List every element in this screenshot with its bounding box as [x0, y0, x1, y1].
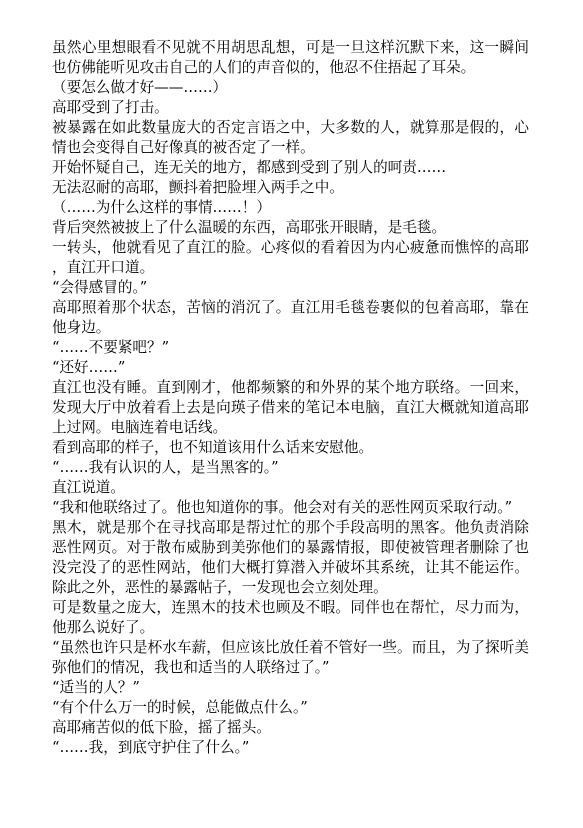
- paragraph: 高耶痛苦似的低下脸，摇了摇头。: [52, 719, 271, 736]
- paragraph: 高耶照着那个状态，苦恼的消沉了。直江用毛毯卷裹似的包着高耶，靠在他身边。: [52, 299, 529, 336]
- paragraph: 可是数量之庞大，连黑木的技术也顾及不暇。同伴也在帮忙，尽力而为，他那么说好了。: [52, 599, 529, 636]
- paragraph: 黑木，就是那个在寻找高耶是帮过忙的那个手段高明的黑客。他负责消除恶性网页。对于散布威胁到美弥他们的暴露情报，即使被管理者删除了也没完没了的恶性网站，他们大概打算潜入并破坏其系统，让其不能运作。除此之外，恶性的暴露帖子，一发现也会立刻处理。: [52, 519, 529, 596]
- paragraph: 被暴露在如此数量庞大的否定言语之中，大多数的人，就算那是假的，心情也会变得自己好像真的被否定了一样。: [52, 119, 529, 156]
- paragraph: 直江说道。: [52, 479, 125, 496]
- paragraph: 高耶受到了打击。: [52, 99, 169, 116]
- paragraph: “……不要紧吧？”: [52, 339, 170, 356]
- paragraph: “……我，到底守护住了什么。”: [52, 739, 250, 756]
- paragraph: （要怎么做才好——……）: [52, 79, 228, 96]
- paragraph: “适当的人？”: [52, 679, 140, 696]
- paragraph: “还好……”: [52, 359, 126, 376]
- paragraph: 看到高耶的样子，也不知道该用什么话来安慰他。: [52, 439, 374, 456]
- paragraph: “我和他联络过了。他也知道你的事。他会对有关的恶性网页采取行动。”: [52, 499, 513, 516]
- paragraph: “会得感冒的。”: [52, 279, 148, 296]
- paragraph: “……我有认识的人，是当黑客的。”: [52, 459, 279, 476]
- paragraph: 虽然心里想眼看不见就不用胡思乱想，可是一旦这样沉默下来，这一瞬间也仿佛能听见攻击自己的人们的声音似的，他忍不住捂起了耳朵。: [52, 39, 529, 76]
- paragraph: 无法忍耐的高耶，颤抖着把脸埋入两手之中。: [52, 179, 344, 196]
- paragraph: “有个什么万一的时候，总能做点什么。”: [52, 699, 308, 716]
- paragraph: 一转头，他就看见了直江的脸。心疼似的看着因为内心疲惫而憔悴的高耶，直江开口道。: [52, 239, 529, 276]
- paragraph: 直江也没有睡。直到刚才，他都频繁的和外界的某个地方联络。一回来，发现大厅中放着看上去是向瑛子借来的笔记本电脑，直江大概就知道高耶上过网。电脑连着电话线。: [52, 379, 529, 436]
- paragraph: 开始怀疑自己，连无关的地方，都感到受到了别人的呵责……: [52, 159, 447, 176]
- paragraph: “虽然也许只是杯水车薪，但应该比放任着不管好一些。而且，为了探听美弥他们的情况，我也和适当的人联络过了。”: [52, 639, 529, 676]
- paragraph: （……为什么这样的事情……！）: [52, 199, 271, 216]
- paragraph: 背后突然被披上了什么温暖的东西，高耶张开眼睛，是毛毯。: [52, 219, 447, 236]
